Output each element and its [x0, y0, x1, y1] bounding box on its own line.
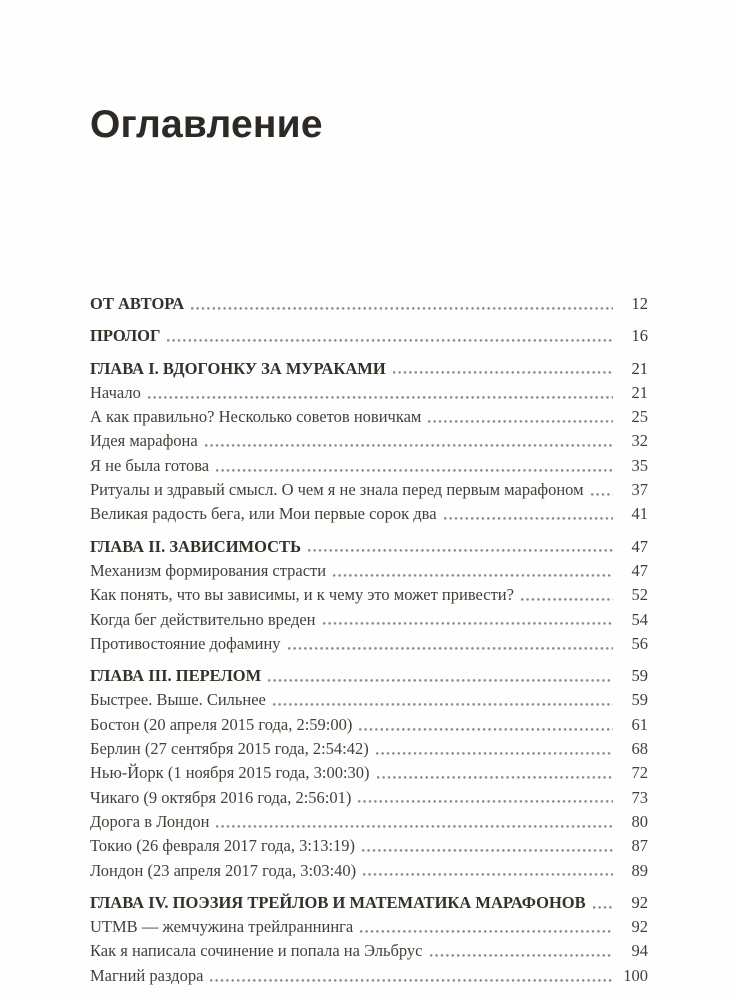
- toc-entry-label: Лондон (23 апреля 2017 года, 3:03:40): [90, 860, 357, 880]
- page-title: Оглавление: [90, 103, 323, 146]
- toc-entry-page: 12: [631, 294, 648, 313]
- toc-entry-page: 47: [631, 560, 648, 580]
- toc-entry: [90, 357, 648, 381]
- toc-entry: [90, 478, 648, 502]
- toc-entry: [90, 405, 648, 429]
- toc-entry-page: 41: [631, 504, 648, 524]
- leader-dots: [586, 891, 620, 915]
- toc-entry-label: Идея марафона: [90, 431, 198, 451]
- toc-entry: [90, 381, 648, 405]
- toc-entry: [90, 324, 648, 348]
- toc-entry-label: Я не была готова: [90, 455, 210, 475]
- toc-entry-label: ПРОЛОГ: [90, 326, 161, 346]
- leader-dots: [370, 761, 620, 785]
- toc-entry-page: 56: [631, 633, 648, 653]
- toc-entry-label: ГЛАВА II. ЗАВИСИМОСТЬ: [90, 536, 301, 556]
- toc-entry-page: 89: [631, 860, 648, 880]
- leader-dots: [141, 381, 620, 405]
- leader-dots: [316, 608, 620, 632]
- leader-dots: [352, 713, 620, 737]
- toc-entry-label: Как я написала сочинение и попала на Эльбрус: [90, 941, 423, 961]
- leader-dots: [326, 559, 620, 583]
- toc-entry: [90, 559, 648, 583]
- toc-entry-label: Как понять, что вы зависимы, и к чему это может привести?: [90, 585, 514, 605]
- toc-entry: [90, 429, 648, 453]
- toc-entry: [90, 859, 648, 883]
- toc-entry-page: 92: [631, 917, 648, 937]
- toc-entry: [90, 834, 648, 858]
- toc-list: [90, 292, 648, 988]
- toc-entry-label: Чикаго (9 октября 2016 года, 2:56:01): [90, 787, 352, 807]
- toc-entry-label: Противостояние дофамину: [90, 633, 281, 653]
- toc-entry-page: 21: [631, 358, 648, 378]
- toc-entry-label: ГЛАВА III. ПЕРЕЛОМ: [90, 666, 262, 686]
- toc-entry: [90, 688, 648, 712]
- toc-entry: [90, 891, 648, 915]
- toc-entry-page: 37: [631, 480, 648, 500]
- toc-entry-page: 92: [631, 892, 648, 912]
- toc-entry-page: 73: [631, 787, 648, 807]
- leader-dots: [355, 834, 620, 858]
- toc-entry-page: 87: [631, 836, 648, 856]
- toc-entry: [90, 964, 648, 988]
- toc-entry: [90, 583, 648, 607]
- leader-dots: [353, 915, 620, 939]
- leader-dots: [184, 292, 620, 316]
- toc-entry-label: ГЛАВА I. ВДОГОНКУ ЗА МУРАКАМИ: [90, 358, 386, 378]
- toc-entry-page: 59: [631, 690, 648, 710]
- toc-entry-label: UTMB — жемчужина трейлраннинга: [90, 917, 354, 937]
- toc-entry: [90, 713, 648, 737]
- leader-dots: [266, 688, 620, 712]
- toc-entry-label: Дорога в Лондон: [90, 811, 210, 831]
- toc-entry-page: 80: [631, 811, 648, 831]
- toc-entry-label: ГЛАВА IV. ПОЭЗИЯ ТРЕЙЛОВ И МАТЕМАТИКА МАРАФОНОВ: [90, 892, 586, 912]
- toc-entry: [90, 608, 648, 632]
- toc-entry-page: 54: [631, 609, 648, 629]
- toc-entry-page: 25: [631, 407, 648, 427]
- toc-entry-label: Магний раздора: [90, 965, 204, 985]
- toc-entry-label: Быстрее. Выше. Сильнее: [90, 690, 266, 710]
- toc-entry-page: 32: [631, 431, 648, 451]
- toc-entry-label: Ритуалы и здравый смысл. О чем я не знала перед первым марафоном: [90, 480, 584, 500]
- toc-entry-page: 100: [623, 965, 648, 985]
- leader-dots: [421, 405, 620, 429]
- toc-entry-page: 68: [631, 739, 648, 759]
- leader-dots: [261, 664, 620, 688]
- toc-entry: [90, 915, 648, 939]
- toc-entry: [90, 761, 648, 785]
- leader-dots: [356, 859, 620, 883]
- toc-entry-page: 59: [631, 666, 648, 686]
- toc-entry-page: 47: [631, 536, 648, 556]
- toc-entry-page: 35: [631, 455, 648, 475]
- toc-entry-label: Механизм формирования страсти: [90, 560, 327, 580]
- toc-entry-page: 94: [631, 941, 648, 961]
- toc-entry-page: 21: [631, 382, 648, 402]
- toc-entry: [90, 292, 648, 316]
- toc-entry-label: ОТ АВТОРА: [90, 294, 185, 313]
- toc-entry: [90, 632, 648, 656]
- toc-entry-page: 52: [631, 585, 648, 605]
- toc-entry: [90, 664, 648, 688]
- toc-entry: [90, 810, 648, 834]
- toc-entry-label: Нью-Йорк (1 ноября 2015 года, 3:00:30): [90, 763, 370, 783]
- toc-entry: [90, 786, 648, 810]
- leader-dots: [386, 357, 620, 381]
- toc-entry-label: Берлин (27 сентября 2015 года, 2:54:42): [90, 739, 369, 759]
- toc-entry: [90, 535, 648, 559]
- leader-dots: [514, 583, 620, 607]
- leader-dots: [160, 324, 620, 348]
- toc-entry: [90, 502, 648, 526]
- leader-dots: [437, 502, 620, 526]
- toc-entry-label: А как правильно? Несколько советов новичкам: [90, 407, 422, 427]
- toc-entry-label: Начало: [90, 382, 141, 402]
- toc-entry: [90, 454, 648, 478]
- toc-entry-page: 72: [631, 763, 648, 783]
- leader-dots: [584, 478, 620, 502]
- toc-entry: [90, 939, 648, 963]
- leader-dots: [369, 737, 620, 761]
- toc-entry-label: Когда бег действительно вреден: [90, 609, 316, 629]
- leader-dots: [281, 632, 620, 656]
- leader-dots: [203, 964, 620, 988]
- toc-entry-label: Токио (26 февраля 2017 года, 3:13:19): [90, 836, 356, 856]
- toc-entry-label: Бостон (20 апреля 2015 года, 2:59:00): [90, 714, 353, 734]
- toc-entry-page: 61: [631, 714, 648, 734]
- leader-dots: [198, 429, 620, 453]
- toc-entry-page: 16: [631, 326, 648, 346]
- leader-dots: [351, 786, 620, 810]
- leader-dots: [209, 810, 620, 834]
- toc-entry: [90, 737, 648, 761]
- leader-dots: [301, 535, 620, 559]
- leader-dots: [423, 939, 620, 963]
- toc-entry-label: Великая радость бега, или Мои первые сорок два: [90, 504, 437, 524]
- leader-dots: [209, 454, 620, 478]
